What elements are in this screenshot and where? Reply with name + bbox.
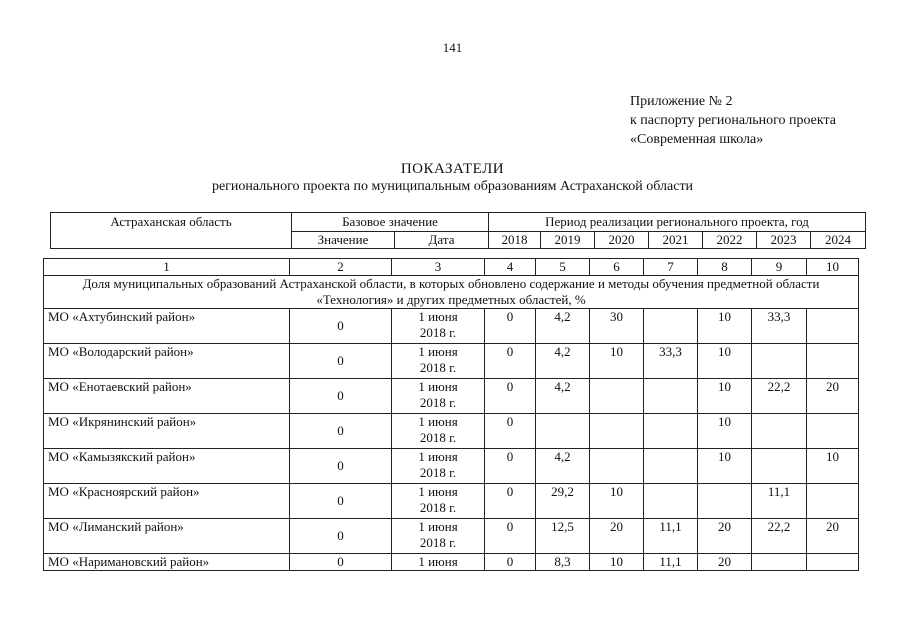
base-value: 0	[290, 484, 392, 519]
year-value: 10	[698, 379, 752, 414]
year-value	[807, 344, 859, 379]
base-value: 0	[290, 414, 392, 449]
municipality-name: МО «Икрянинский район»	[44, 414, 290, 449]
header-region: Астраханская область	[51, 213, 292, 249]
year-value	[807, 554, 859, 571]
year-value: 10	[590, 484, 644, 519]
year-value: 0	[485, 484, 536, 519]
year-value: 11,1	[752, 484, 807, 519]
year-value: 33,3	[752, 309, 807, 344]
base-date-day: 1 июня	[418, 309, 458, 324]
header-period: Период реализации регионального проекта, год	[489, 213, 866, 232]
document-title	[0, 160, 905, 196]
base-date-year: 2018 г.	[419, 430, 457, 445]
header-year: 2022	[703, 232, 757, 249]
year-value	[807, 309, 859, 344]
year-value: 10	[698, 449, 752, 484]
base-date-day: 1 июня	[418, 554, 458, 569]
base-date-day: 1 июня	[418, 449, 458, 464]
year-value	[807, 414, 859, 449]
year-value: 20	[807, 519, 859, 554]
base-date	[392, 309, 485, 344]
year-value: 30	[590, 309, 644, 344]
year-value: 33,3	[644, 344, 698, 379]
column-number: 7	[644, 259, 698, 276]
header-year: 2019	[541, 232, 595, 249]
year-value: 10	[590, 554, 644, 571]
year-value	[590, 449, 644, 484]
year-value: 0	[485, 519, 536, 554]
table-row	[44, 484, 859, 519]
data-rows	[44, 309, 859, 571]
year-value: 10	[698, 309, 752, 344]
base-date	[392, 484, 485, 519]
base-value: 0	[290, 449, 392, 484]
year-value: 12,5	[536, 519, 590, 554]
municipality-name: МО «Красноярский район»	[44, 484, 290, 519]
year-value: 10	[698, 414, 752, 449]
year-value: 4,2	[536, 379, 590, 414]
year-value: 8,3	[536, 554, 590, 571]
base-date-year: 2018 г.	[419, 535, 457, 550]
year-value: 4,2	[536, 344, 590, 379]
year-value	[752, 414, 807, 449]
year-value: 10	[590, 344, 644, 379]
column-number: 9	[752, 259, 807, 276]
base-value: 0	[290, 379, 392, 414]
year-value: 0	[485, 554, 536, 571]
base-date-year: 2018 г.	[419, 465, 457, 480]
header-year: 2024	[811, 232, 866, 249]
column-number: 10	[807, 259, 859, 276]
year-value: 0	[485, 449, 536, 484]
table-row	[44, 449, 859, 484]
year-value	[807, 484, 859, 519]
header-value: Значение	[292, 232, 395, 249]
table-row	[44, 344, 859, 379]
year-value: 22,2	[752, 519, 807, 554]
year-value: 0	[485, 379, 536, 414]
column-number: 2	[290, 259, 392, 276]
year-value	[644, 309, 698, 344]
table-row	[44, 554, 859, 571]
base-date	[392, 449, 485, 484]
header-year: 2020	[595, 232, 649, 249]
appendix-note	[630, 92, 836, 149]
base-value: 0	[290, 519, 392, 554]
base-date-day: 1 июня	[418, 484, 458, 499]
base-date	[392, 554, 485, 571]
header-base: Базовое значение	[292, 213, 489, 232]
municipality-name: МО «Камызякский район»	[44, 449, 290, 484]
header-year: 2021	[649, 232, 703, 249]
year-value: 0	[485, 344, 536, 379]
page-number: 141	[442, 40, 463, 55]
indicators-table	[43, 258, 859, 571]
title-subheading: регионального проекта по муниципальным образованиям Астраханской области	[211, 179, 694, 194]
column-number: 5	[536, 259, 590, 276]
base-date	[392, 519, 485, 554]
year-value: 20	[590, 519, 644, 554]
municipality-name: МО «Володарский район»	[44, 344, 290, 379]
year-value: 20	[698, 519, 752, 554]
municipality-name: МО «Наримановский район»	[44, 554, 290, 571]
year-value: 29,2	[536, 484, 590, 519]
base-date-year: 2018 г.	[419, 325, 457, 340]
base-date	[392, 379, 485, 414]
base-date-day: 1 июня	[418, 344, 458, 359]
appendix-line-3: «Современная школа»	[630, 132, 764, 147]
year-value: 0	[485, 309, 536, 344]
appendix-line-1: Приложение № 2	[630, 94, 733, 109]
base-date-day: 1 июня	[418, 414, 458, 429]
year-value	[644, 484, 698, 519]
indicator-group-title: Доля муниципальных образований Астраханской области, в которых обновлено содержание и методы обучения предметной области «Технология» и других предметных областей, %	[44, 276, 859, 309]
column-numbers-row	[44, 259, 859, 276]
year-value: 10	[807, 449, 859, 484]
year-value	[698, 484, 752, 519]
year-value	[536, 414, 590, 449]
year-value: 20	[807, 379, 859, 414]
municipality-name: МО «Енотаевский район»	[44, 379, 290, 414]
base-date	[392, 344, 485, 379]
base-date-year: 2018 г.	[419, 395, 457, 410]
year-value: 20	[698, 554, 752, 571]
header-table	[50, 212, 866, 249]
base-value: 0	[290, 344, 392, 379]
base-value: 0	[290, 309, 392, 344]
base-date-year: 2018 г.	[419, 360, 457, 375]
municipality-name: МО «Ахтубинский район»	[44, 309, 290, 344]
year-value	[590, 379, 644, 414]
column-number: 4	[485, 259, 536, 276]
table-row	[44, 414, 859, 449]
column-number: 6	[590, 259, 644, 276]
base-date-day: 1 июня	[418, 379, 458, 394]
year-value	[590, 414, 644, 449]
title-heading: ПОКАЗАТЕЛИ	[400, 161, 505, 177]
year-value	[752, 554, 807, 571]
year-value: 10	[698, 344, 752, 379]
base-date-day: 1 июня	[418, 519, 458, 534]
table-row	[44, 519, 859, 554]
header-year: 2023	[757, 232, 811, 249]
column-number: 3	[392, 259, 485, 276]
column-number: 1	[44, 259, 290, 276]
indicator-group-row	[44, 276, 859, 309]
municipality-name: МО «Лиманский район»	[44, 519, 290, 554]
year-value: 4,2	[536, 449, 590, 484]
year-value	[752, 449, 807, 484]
table-row	[44, 379, 859, 414]
year-value: 4,2	[536, 309, 590, 344]
header-date: Дата	[395, 232, 489, 249]
year-value: 22,2	[752, 379, 807, 414]
year-value: 11,1	[644, 554, 698, 571]
year-value: 0	[485, 414, 536, 449]
header-year: 2018	[489, 232, 541, 249]
base-date-year: 2018 г.	[419, 500, 457, 515]
base-date	[392, 414, 485, 449]
year-value: 11,1	[644, 519, 698, 554]
year-value	[644, 449, 698, 484]
column-number: 8	[698, 259, 752, 276]
year-value	[644, 414, 698, 449]
base-value: 0	[290, 554, 392, 571]
table-row	[44, 309, 859, 344]
year-value	[644, 379, 698, 414]
appendix-line-2: к паспорту регионального проекта	[630, 113, 836, 128]
year-value	[752, 344, 807, 379]
